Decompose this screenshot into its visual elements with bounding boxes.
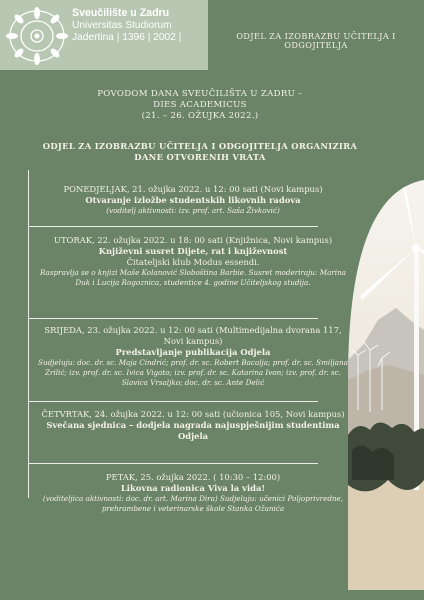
logo-text — [72, 7, 206, 44]
event-title: Otvaranje izložbe studentskih likovnih radova — [85, 194, 301, 205]
event-note: (voditelj aktivnosti: izv. prof. art. Saša Živković) — [106, 205, 280, 215]
department-name: ODJEL ZA IZOBRAZBU UČITELJA I ODGOJITELJA — [236, 31, 396, 51]
divider — [28, 463, 318, 464]
university-logo — [0, 0, 208, 70]
headline-line: ODJEL ZA IZOBRAZBU UČITELJA I ODGOJITELJA ORGANIZIRA — [42, 141, 358, 151]
event-title: Likovna radionica Viva la vida! — [120, 482, 266, 493]
logo-name: Sveučilište u Zadru — [72, 7, 170, 19]
event-monday — [34, 184, 352, 216]
occasion-dates: (21. – 26. OŽUJKA 2022.) — [141, 111, 259, 121]
timeline-vertical-line — [28, 170, 29, 498]
headline-line: DANE OTVORENIH VRATA — [134, 151, 266, 162]
event-friday — [34, 472, 352, 514]
occasion-line: DIES ACADEMICUS — [153, 100, 247, 110]
logo-latin-name: Universitas Studiorum — [72, 19, 172, 31]
event-date: UTORAK, 22. ožujka 2022. u 18: 00 sati (Knjižnica, Novi kampus) — [53, 235, 333, 245]
event-note: (voditeljica aktivnosti: doc. dr. art. Marina Dira) Sudjeluju: učenici Poljoprivredne, prehrambene i veterinarske škole Stanka Ožanića — [42, 493, 344, 513]
event-date: SRIJEDA, 23. ožujka 2022. u 12: 00 sati (Multimedijalna dvorana 117, Novi kampus) — [44, 325, 342, 346]
event-title: Književni susret Dijete, rat i književnost — [98, 245, 288, 256]
event-date: PETAK, 25. ožujka 2022. ( 10:30 – 12:00) — [105, 472, 281, 482]
occasion-line: POVODOM DANA SVEUČILIŠTA U ZADRU – — [97, 89, 303, 99]
wind-turbine-photo — [348, 180, 424, 590]
occasion-block — [30, 89, 370, 122]
event-subtitle: Čitateljski klub Modus essendi. — [126, 256, 260, 267]
event-title: Predstavljanje publikacija Odjela — [115, 346, 271, 357]
logo-years: Jadertina | 1396 | 2002 | — [72, 31, 182, 43]
headline — [30, 141, 370, 163]
divider — [28, 401, 318, 402]
divider — [28, 226, 318, 227]
event-title: Svečana sjednica – dodjela nagrada najuspješnijim studentima Odjela — [46, 419, 340, 441]
event-date: PONEDJELJAK, 21. ožujka 2022. u 12: 00 sati (Novi kampus) — [63, 184, 323, 194]
event-note: Raspravlja se o knjizi Maše Kolanović Sloboština Barbie. Susret moderiraju: Marina Duk i Lucija Rogoznica, studentice 4. godine Učiteljskog studija. — [39, 267, 347, 287]
event-tuesday — [34, 235, 352, 288]
event-wednesday — [34, 325, 352, 388]
event-date: ČETVRTAK, 24. ožujka 2022. u 12: 00 sati (učionica 105, Novi kampus) — [41, 409, 345, 419]
divider — [28, 318, 318, 319]
university-seal-icon — [6, 7, 68, 65]
event-note: Sudjeluju: doc. dr. sc. Maja Cindrić; prof. dr. sc. Robert Bacalja; prof. dr. sc. Smiljana Zrilić; izv. prof. dr. sc. Ivica Vigato; izv. prof. dr. sc. Katarina Ivon; izv. prof. dr. sc. Slavica Vrsaljko; doc. dr. sc. Ante Delić — [38, 357, 348, 387]
event-thursday — [34, 409, 352, 442]
